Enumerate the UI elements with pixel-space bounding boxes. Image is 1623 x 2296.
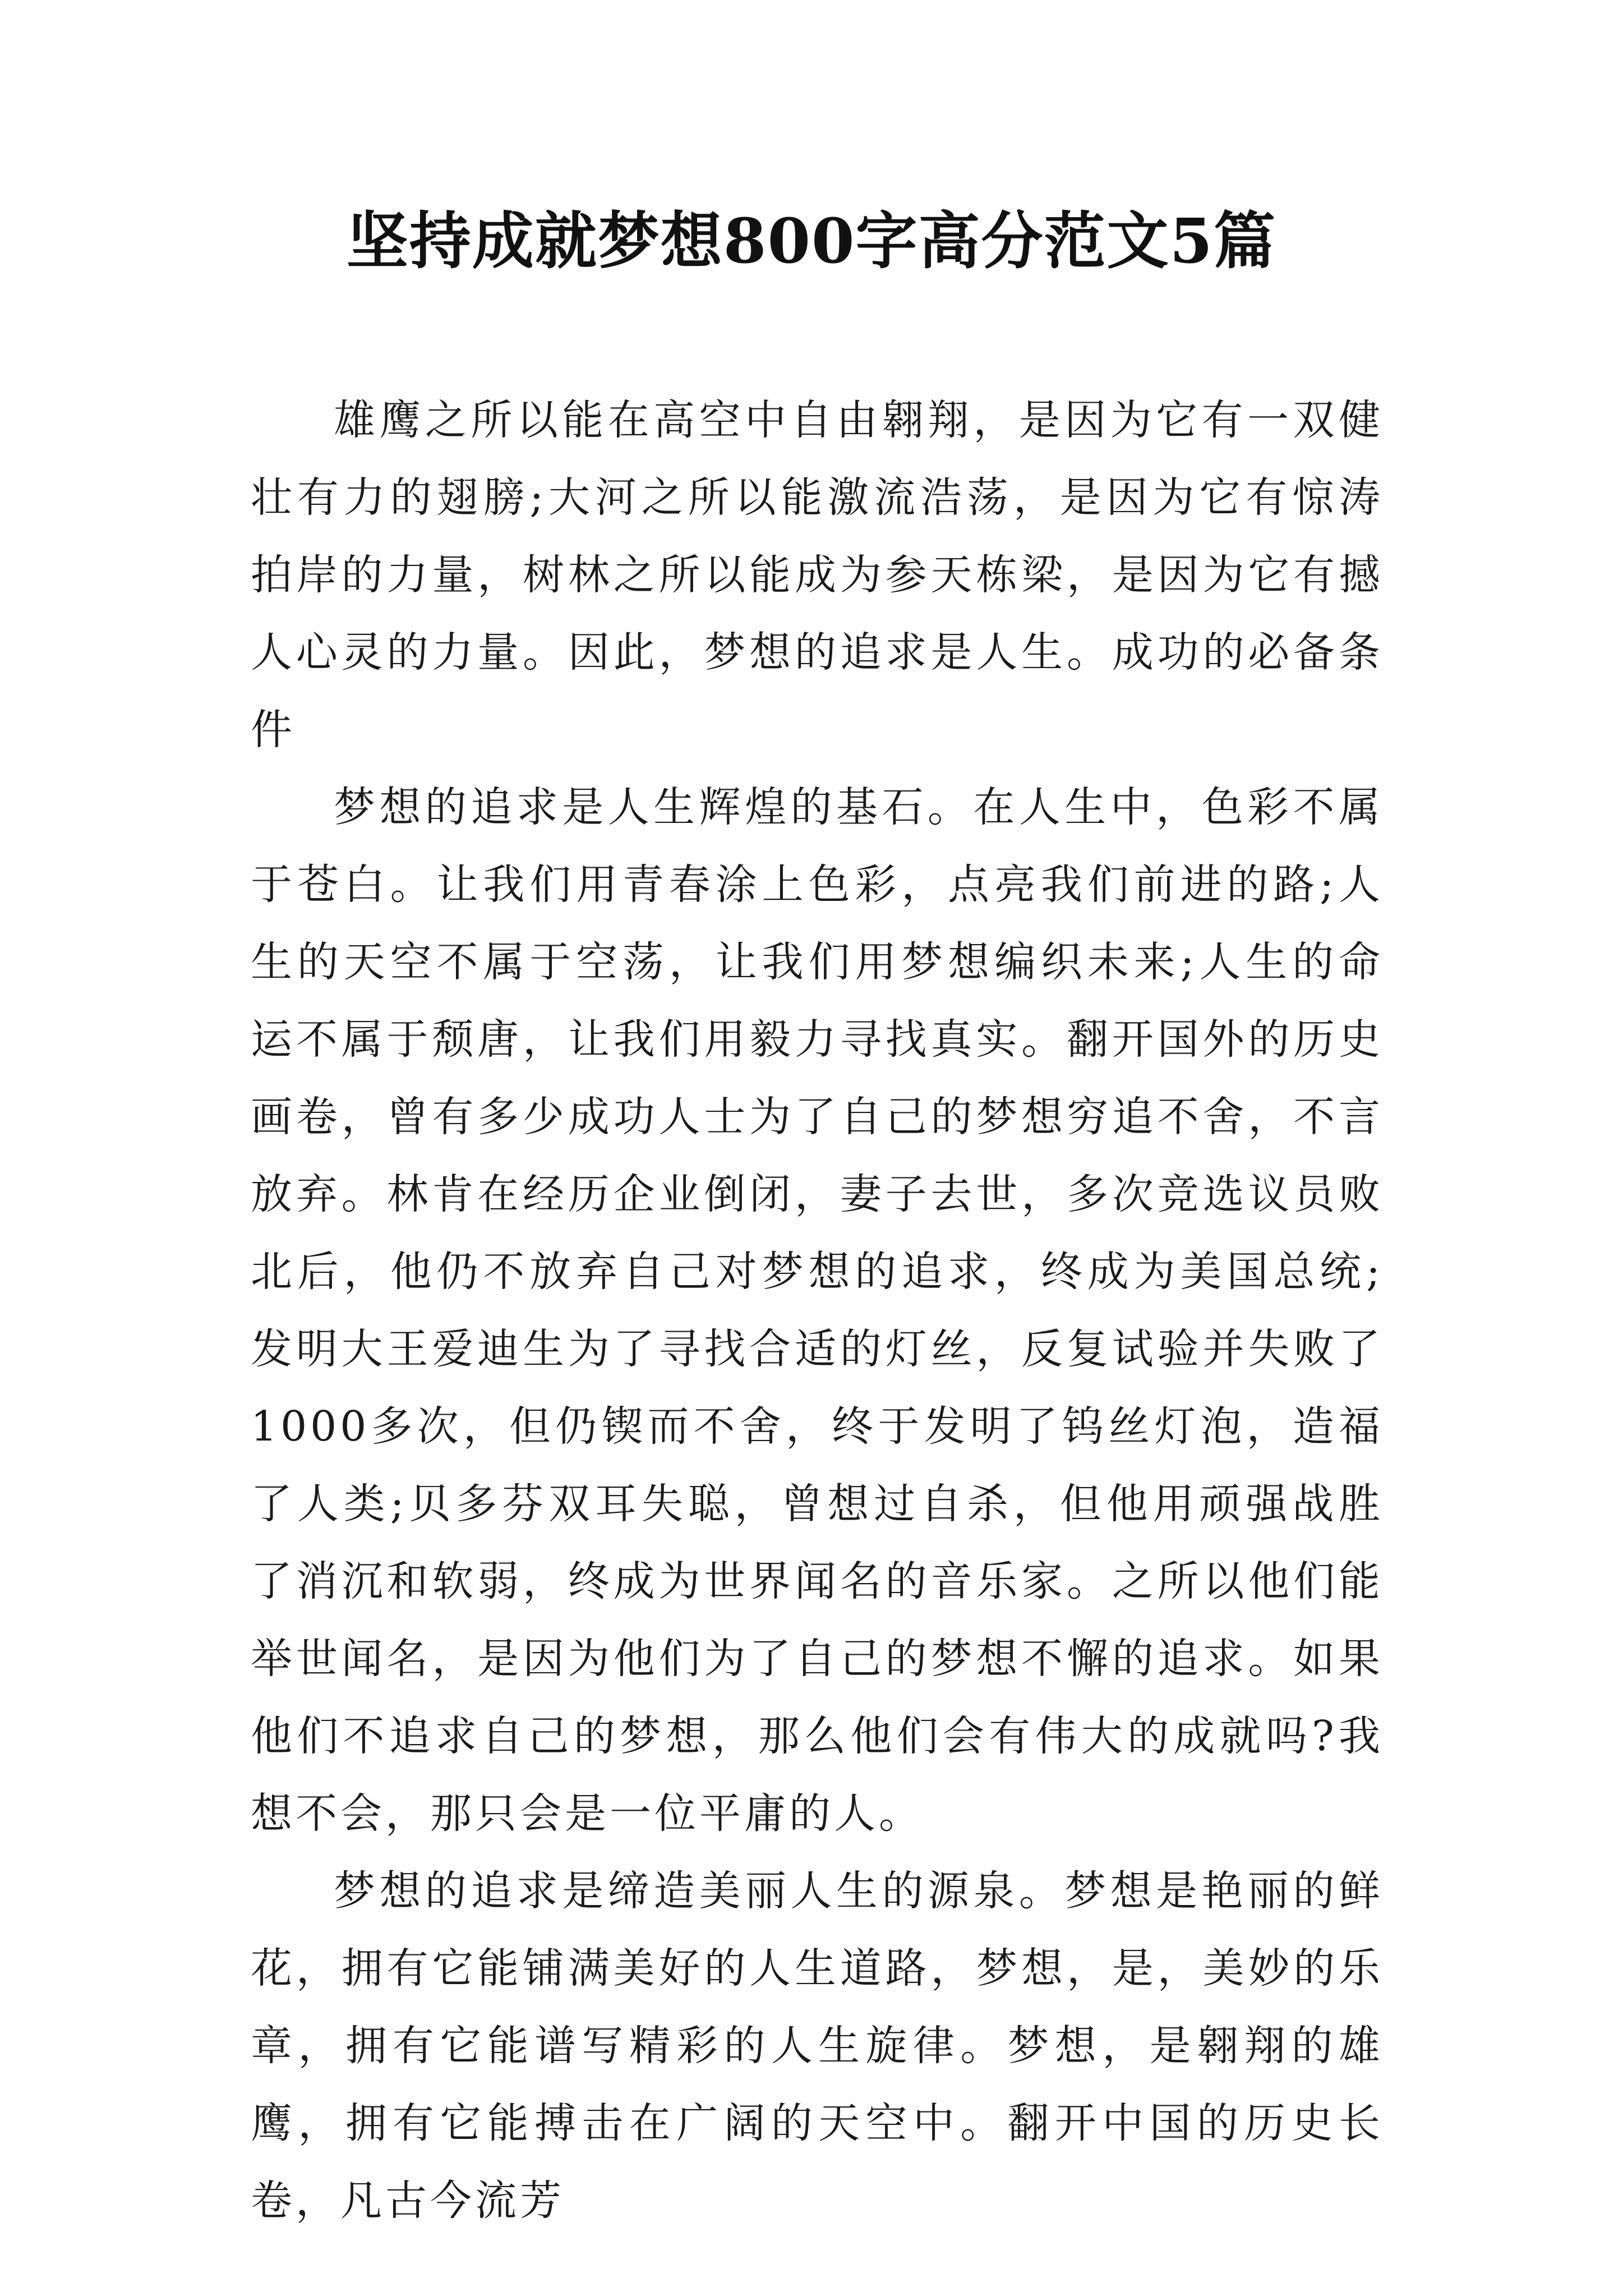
document-body xyxy=(251,381,1384,2239)
paragraph-2: 梦想的追求是人生辉煌的基石。在人生中，色彩不属于苍白。让我们用青春涂上色彩，点亮我们前进的路;人生的天空不属于空荡，让我们用梦想编织未来;人生的命运不属于颓唐，让我们用毅力寻找真实。翻开国外的历史画卷，曾有多少成功人士为了自己的梦想穷追不舍，不言放弃。林肯在经历企业倒闭，妻子去世，多次竞选议员败北后，他仍不放弃自己对梦想的追求，终成为美国总统;发明大王爱迪生为了寻找合适的灯丝，反复试验并失败了1000多次，但仍锲而不舍，终于发明了钨丝灯泡，造福了人类;贝多芬双耳失聪，曾想过自杀，但他用顽强战胜了消沉和软弱，终成为世界闻名的音乐家。之所以他们能举世闻名，是因为他们为了自己的梦想不懈的追求。如果他们不追求自己的梦想，那么他们会有伟大的成就吗?我想不会，那只会是一位平庸的人。 xyxy=(251,783,1384,1838)
paragraph-1: 雄鹰之所以能在高空中自由翱翔，是因为它有一双健壮有力的翅膀;大河之所以能激流浩荡，是因为它有惊涛拍岸的力量，树林之所以能成为参天栋梁，是因为它有撼人心灵的力量。因此，梦想的追求是人生。成功的必备条件 xyxy=(251,396,1384,754)
paragraph-3: 梦想的追求是缔造美丽人生的源泉。梦想是艳丽的鲜花，拥有它能铺满美好的人生道路，梦想，是，美妙的乐章，拥有它能谱写精彩的人生旋律。梦想，是翱翔的雄鹰，拥有它能搏击在广阔的天空中。翻开中国的历史长卷，凡古今流芳 xyxy=(251,1867,1384,2225)
document-title: 坚持成就梦想800字高分范文5篇 xyxy=(346,205,1277,277)
